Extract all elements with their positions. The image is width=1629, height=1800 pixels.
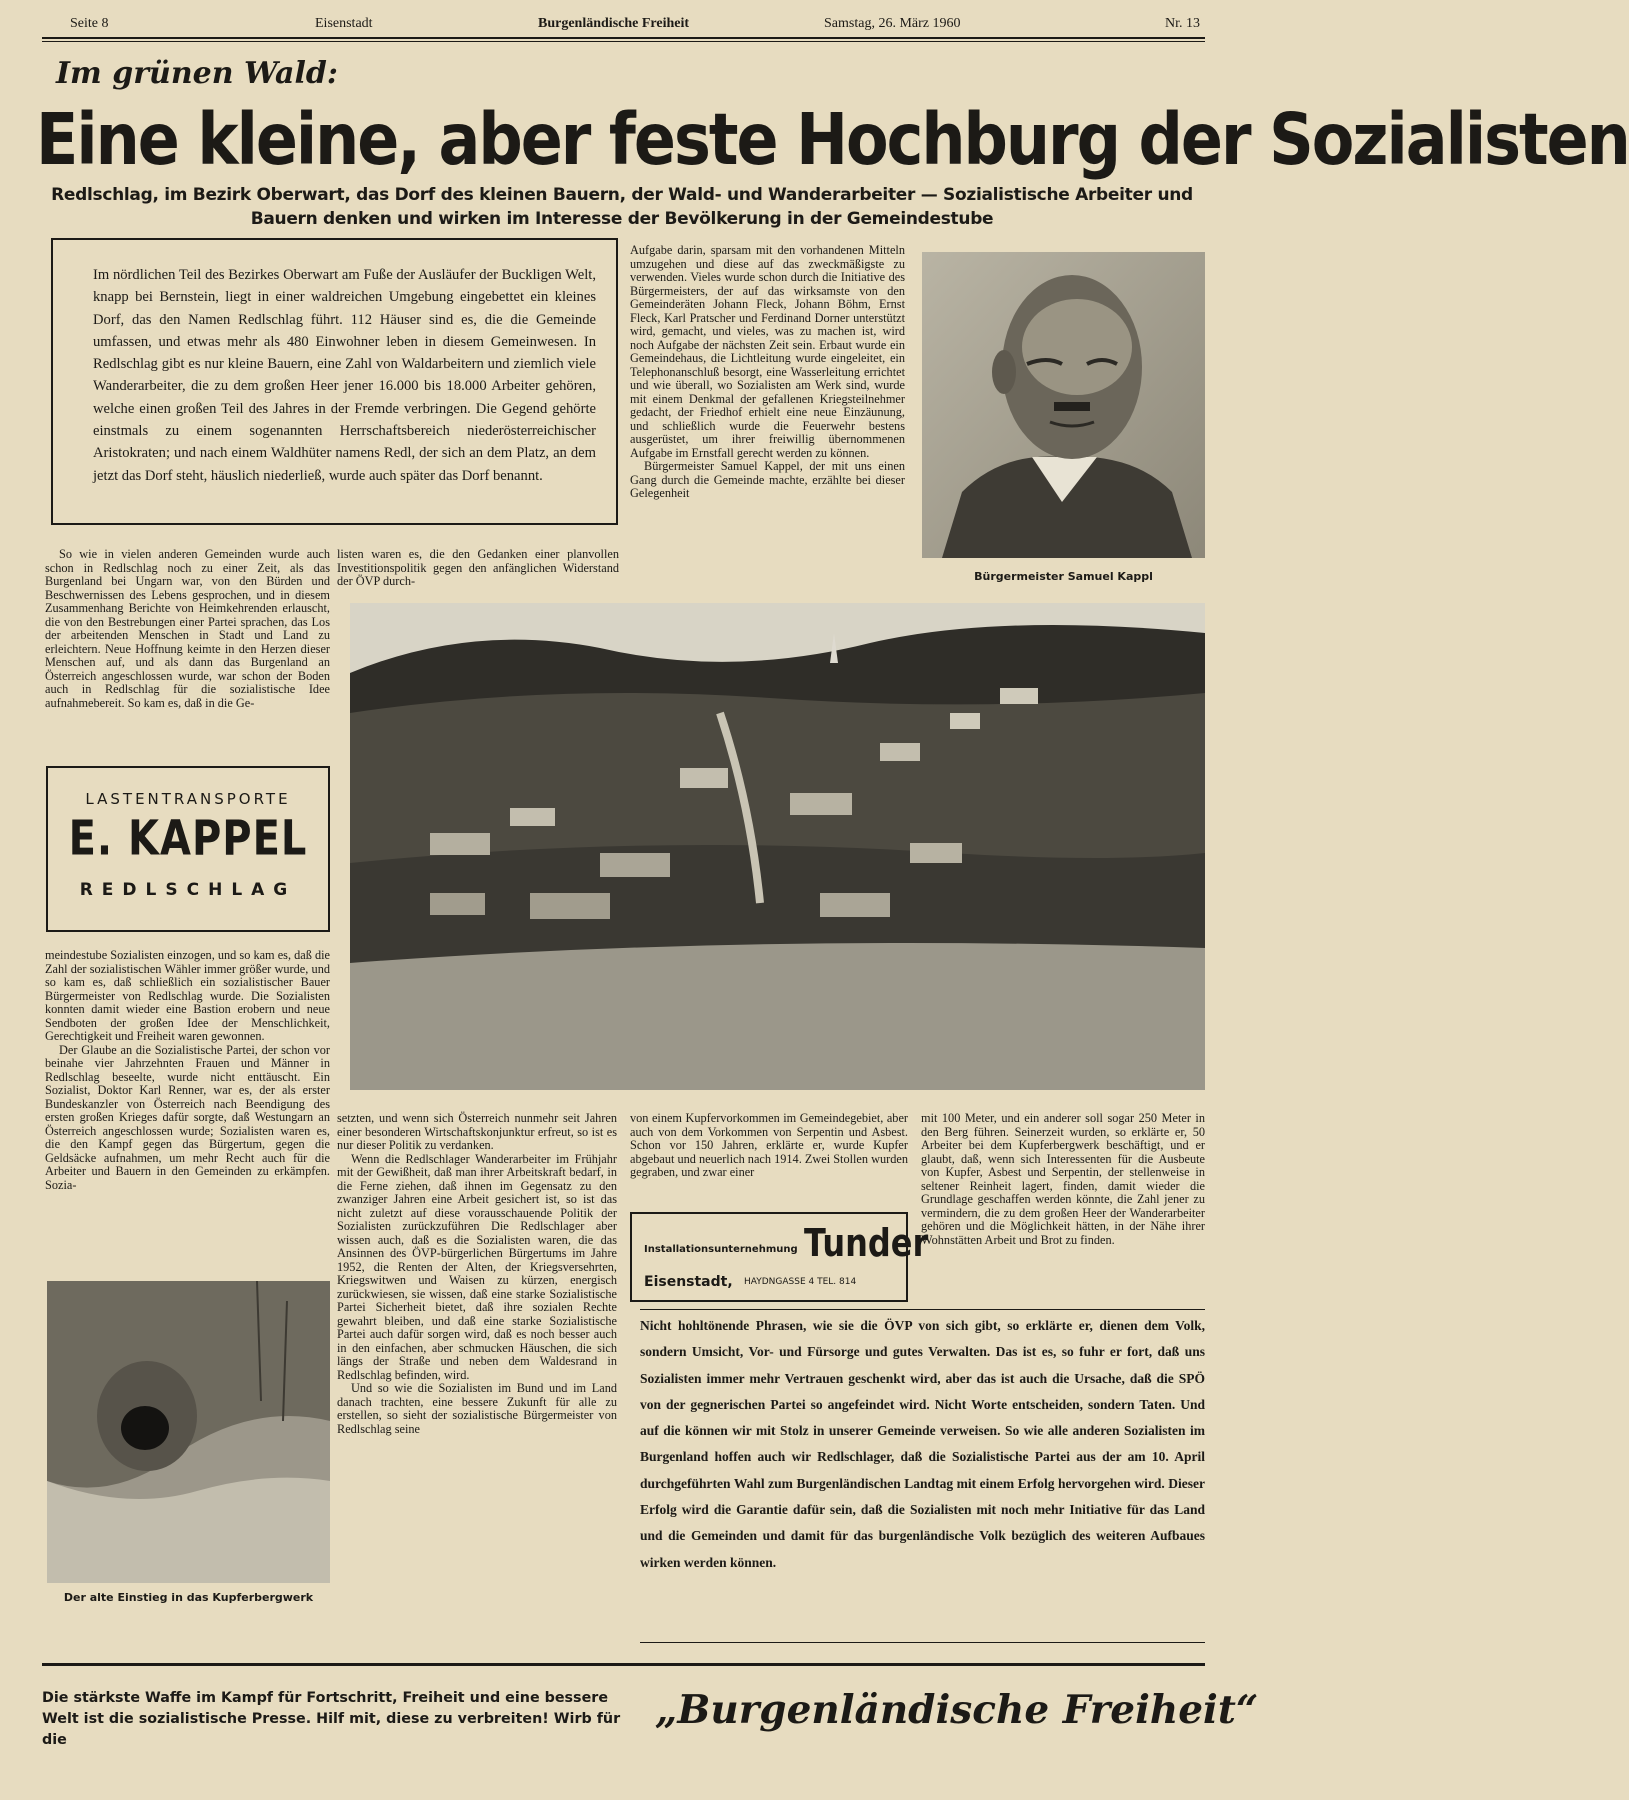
footer-paper-name: „Burgenländische Freiheit“ bbox=[655, 1687, 1259, 1733]
paragraph: meindestube Sozialisten einzogen, und so kam es, daß die Zahl der sozialistischen Wähler immer größer wurde, und so kam es, daß schließlich ein sozialistischer Bauer Bürgermeister von Redlschlag wurde. Die Sozialisten konnten damit wieder eine Bastion erobern und neue Sendboten der großen Idee der Menschlichkeit, Gerechtigkeit und Freiheit waren gewonnen. bbox=[45, 948, 330, 1043]
column-1-middle bbox=[45, 949, 330, 1192]
page-number: Seite 8 bbox=[70, 16, 109, 31]
mine-photo bbox=[47, 1281, 330, 1583]
paper-name: Burgenländische Freiheit bbox=[538, 16, 690, 31]
paragraph: mit 100 Meter, und ein anderer soll sogar 250 Meter in den Berg führen. Seinerzeit wurden, so erklärte er, 50 Arbeiter bei dem Kupferbergwerk beschäftigt, und er glaubt, daß, wenn sich Interessenten für die Ausbeute von Kupfer, Asbest und Serpentin, der stellenweise in seltener Reinheit lagert, finden, damit wieder die Grundlage geschaffen werden könnte, die Zahl jener zu vermindern, die zu dem großen Heer der Wanderarbeiter gehören und die Möglichkeit hätten, in der Nähe ihrer Wohnstätten Arbeit und Brot zu finden. bbox=[921, 1111, 1205, 1247]
footer-slogan: Die stärkste Waffe im Kampf für Fortschritt, Freiheit und eine bessere Welt ist die sozialistische Presse. Hilf mit, diese zu verbreiten! Wirb für die bbox=[42, 1690, 621, 1748]
appeal-text: Nicht hohltönende Phrasen, wie sie die ÖVP von sich gibt, so erklärte er, dienen dem Volk, sondern Umsicht, Vor- und Fürsorge und gutes Verwalten. Das ist es, so fuhr er fort, daß uns Sozialisten immer mehr Vertrauen geschenkt wird, aber das ist auch die Ursache, daß die SPÖ von der gegnerischen Partei so angefeindet wird. Nicht Worte entscheiden, sondern Taten. Und auf die können wir mit Stolz in unserer Gemeinde verweisen. So wie alle anderen Sozialisten im Burgenland hoffen auch wir Redlschlager, daß die Sozialistische Partei aus der am 10. April durchgeführten Wahl zum Burgenländischen Landtag mit einem Erfolg hervorgehen wird. Dieser Erfolg wird die Garantie dafür sein, daß die Sozialisten mit noch mehr Initiative für das Land und die Gemeinden und damit für das burgenländische Volk bezüglich des weiteren Aufbaues wirken werden können. bbox=[640, 1318, 1205, 1570]
ad-kappel-place: REDLSCHLAG bbox=[79, 880, 297, 900]
ad-kappel bbox=[46, 766, 330, 932]
village-image bbox=[350, 603, 1205, 1090]
paragraph: Und so wie die Sozialisten im Bund und im Land danach trachten, eine bessere Zukunft für alle zu erstellen, so sieht der sozialistische Bürgermeister von Redlschlag seine bbox=[337, 1381, 617, 1436]
intro-box bbox=[51, 238, 618, 525]
headline: Eine kleine, aber feste Hochburg der Sozialisten bbox=[36, 97, 1629, 182]
masthead bbox=[70, 16, 1200, 36]
mine-image bbox=[47, 1281, 330, 1583]
ad-tunder-address: HAYDNGASSE 4 TEL. 814 bbox=[744, 1277, 857, 1287]
paragraph: Bürgermeister Samuel Kappel, der mit uns einen Gang durch die Gemeinde machte, erzählte bei dieser Gelegenheit bbox=[630, 459, 905, 500]
ad-kappel-line1: LASTENTRANSPORTE bbox=[85, 790, 291, 808]
column-2-bottom bbox=[337, 1112, 617, 1436]
ad-tunder-city: Eisenstadt, bbox=[644, 1274, 733, 1290]
masthead-rule bbox=[42, 37, 1205, 39]
ad-tunder-line1: Installationsunternehmung bbox=[644, 1244, 798, 1255]
intro-text: Im nördlichen Teil des Bezirkes Oberwart am Fuße der Ausläufer der Buckligen Welt, knapp bei Bernstein, liegt in einer waldreichen Umgebung eingebettet ein kleines Dorf, das den Namen Redlschlag führt. 112 Häuser sind es, die die Gemeinde umfassen, und etwas mehr als 480 Einwohner leben in diesem Gemeinwesen. In Redlschlag gibt es nur kleine Bauern, eine Zahl von Waldarbeitern und ziemlich viele Wanderarbeiter, die zu dem großen Heer jener 16.000 bis 18.000 Arbeiter gehören, welche einen großen Teil des Jahres in der Fremde verbringen. Die Gegend gehörte einstmals zu einem sogenannten Herrschaftsbereich niederösterreichischer Aristokraten; und nach einem Waldhüter namens Redl, der sich an dem Platz, an dem jetzt das Dorf steht, häuslich niederließ, wurde auch später das Dorf benannt. bbox=[93, 267, 596, 484]
ad-tunder-name: Tunder bbox=[804, 1220, 929, 1266]
paragraph: So wie in vielen anderen Gemeinden wurde auch schon in Redlschlag noch zu einer Zeit, als das Burgenland bei Ungarn war, von den Bürden und Beschwernissen des Lebens gesprochen, und in diesem Zusammenhang Berichte von Heimkehrenden erlauscht, die von den Bestrebungen einer Partei sprachen, das Los der arbeitenden Menschen in Stadt und Land zu erleichtern. Neue Hoffnung keimte in den Herzen dieser Menschen auf, und als dann das Burgenland an Österreich angeschlossen wurde, war schon der Boden auch in Redlschlag für die sozialistische Idee aufnahmebereit. So kam es, daß in die Ge- bbox=[45, 547, 330, 710]
ad-kappel-name: E. KAPPEL bbox=[68, 811, 308, 867]
appeal-top-rule bbox=[640, 1309, 1205, 1310]
column-3-top bbox=[630, 244, 905, 501]
ad-tunder bbox=[630, 1212, 929, 1302]
place: Eisenstadt bbox=[315, 16, 373, 31]
mine-caption: Der alte Einstieg in das Kupferbergwerk bbox=[63, 1591, 314, 1604]
column-4-bottom bbox=[921, 1112, 1205, 1247]
appeal-bottom-rule bbox=[640, 1642, 1205, 1643]
village-photo bbox=[350, 603, 1205, 1090]
paragraph: Aufgabe darin, sparsam mit den vorhandenen Mitteln umzugehen und diese auf das zweckmäßigste zu verwenden. Vieles wurde schon durch die Initiative des Bürgermeisters, der auf das wirksamste von den Gemeinderäten Johann Fleck, Johann Böhm, Ernst Fleck, Karl Pratscher und Ferdinand Dorner unterstützt wird, gemacht, und vieles, was zu machen ist, wird noch Aufgabe der nächsten Zeit sein. Erbaut wurde ein Gemeindehaus, die Lichtleitung wurde eingeleitet, ein Telephonanschluß besorgt, eine Wasserleitung errichtet und wie überall, wo Sozialisten am Werk sind, wurde mit einem Denkmal der gefallenen Kriegsteilnehmer gedacht, der Friedhof erhielt eine neue Einzäunung, und schließlich wurde die Feuerwehr bestens ausgerüstet, um ihrer freiwillig übernommenen Aufgabe im Ernstfall gerecht werden zu können. bbox=[630, 243, 905, 460]
paragraph: Wenn die Redlschlager Wanderarbeiter im Frühjahr mit der Gewißheit, daß man ihrer Arbeitskraft bedarf, in die Ferne ziehen, daß ihnen im Gegensatz zu den zwanziger Jahren eine Arbeit gesichert ist, so ist das nicht zuletzt auf diese vorausschauende Politik der Sozialisten zurückzuführen Die Redlschlager aber wissen auch, daß es die Sozialisten waren, die das Ansinnen des ÖVP-bürgerlichen Bürgertums im Jahre 1952, die Renten der Alten, der Kriegsversehrten, Kriegswitwen und Waisen zu kürzen, energisch zurückwiesen, sie wissen, daß eine starke Sozialistische Partei Sicherheit bietet, daß ihre sozialen Rechte gewahrt bleiben, und daß eine starke Sozialistische Partei auch dafür sorgen wird, daß es noch besser auch in den einfachen, aber schmucken Häuschen, die sich längs der Straße und neben dem Waldesrand in Redlschlag befinden, wird. bbox=[337, 1151, 617, 1382]
paragraph: setzten, und wenn sich Österreich nunmehr seit Jahren einer besonderen Wirtschaftskonjunktur erfreut, so ist es nur dieser Politik zu verdanken. bbox=[337, 1111, 617, 1152]
portrait-caption: Bürgermeister Samuel Kappl bbox=[974, 570, 1153, 583]
kicker: Im grünen Wald: bbox=[56, 56, 338, 91]
column-2-top bbox=[337, 548, 619, 589]
paragraph: listen waren es, die den Gedanken einer planvollen Investitionspolitik gegen den anfänglichen Widerstand der ÖVP durch- bbox=[337, 547, 619, 588]
paragraph: Der Glaube an die Sozialistische Partei, der schon vor beinahe vier Jahrzehnten Frauen und Männer in Redlschlag beseelte, wurde nicht enttäuscht. Ein Sozialist, Doktor Karl Renner, war es, der als erster Bundeskanzler von Österreich nach Beendigung des ersten großen Krieges dafür sorgte, daß Westungarn an Österreich angeschlossen wurde; Sozialisten waren es, die den Kampf gegen das Bürgertum, gegen die Geldsäcke aufnahmen, um mehr Recht auch für die Arbeiter und Bauern in den Gemeinden zu erkämpfen. Sozia- bbox=[45, 1042, 330, 1192]
date: Samstag, 26. März 1960 bbox=[824, 16, 961, 31]
masthead-rule-thin bbox=[42, 41, 1205, 42]
portrait-photo bbox=[922, 252, 1205, 558]
footer-rule bbox=[42, 1663, 1205, 1666]
paragraph: von einem Kupfervorkommen im Gemeindegebiet, aber auch von dem Vorkommen von Serpentin und Asbest. Schon vor 150 Jahren, erklärte er, wurde Kupfer abgebaut und neuerlich nach 1914. Zwei Stollen wurden gegraben, und zwar einer bbox=[630, 1111, 908, 1179]
portrait-image bbox=[922, 252, 1205, 558]
issue-number: Nr. 13 bbox=[1165, 16, 1200, 31]
column-3-bottom bbox=[630, 1112, 908, 1180]
column-1-top bbox=[45, 548, 330, 710]
subheadline: Redlschlag, im Bezirk Oberwart, das Dorf des kleinen Bauern, der Wald- und Wanderarbeiter — Sozialistische Arbeiter und Bauern denken und wirken im Interesse der Bevölkerung in der Gemeindestube bbox=[51, 185, 1193, 229]
